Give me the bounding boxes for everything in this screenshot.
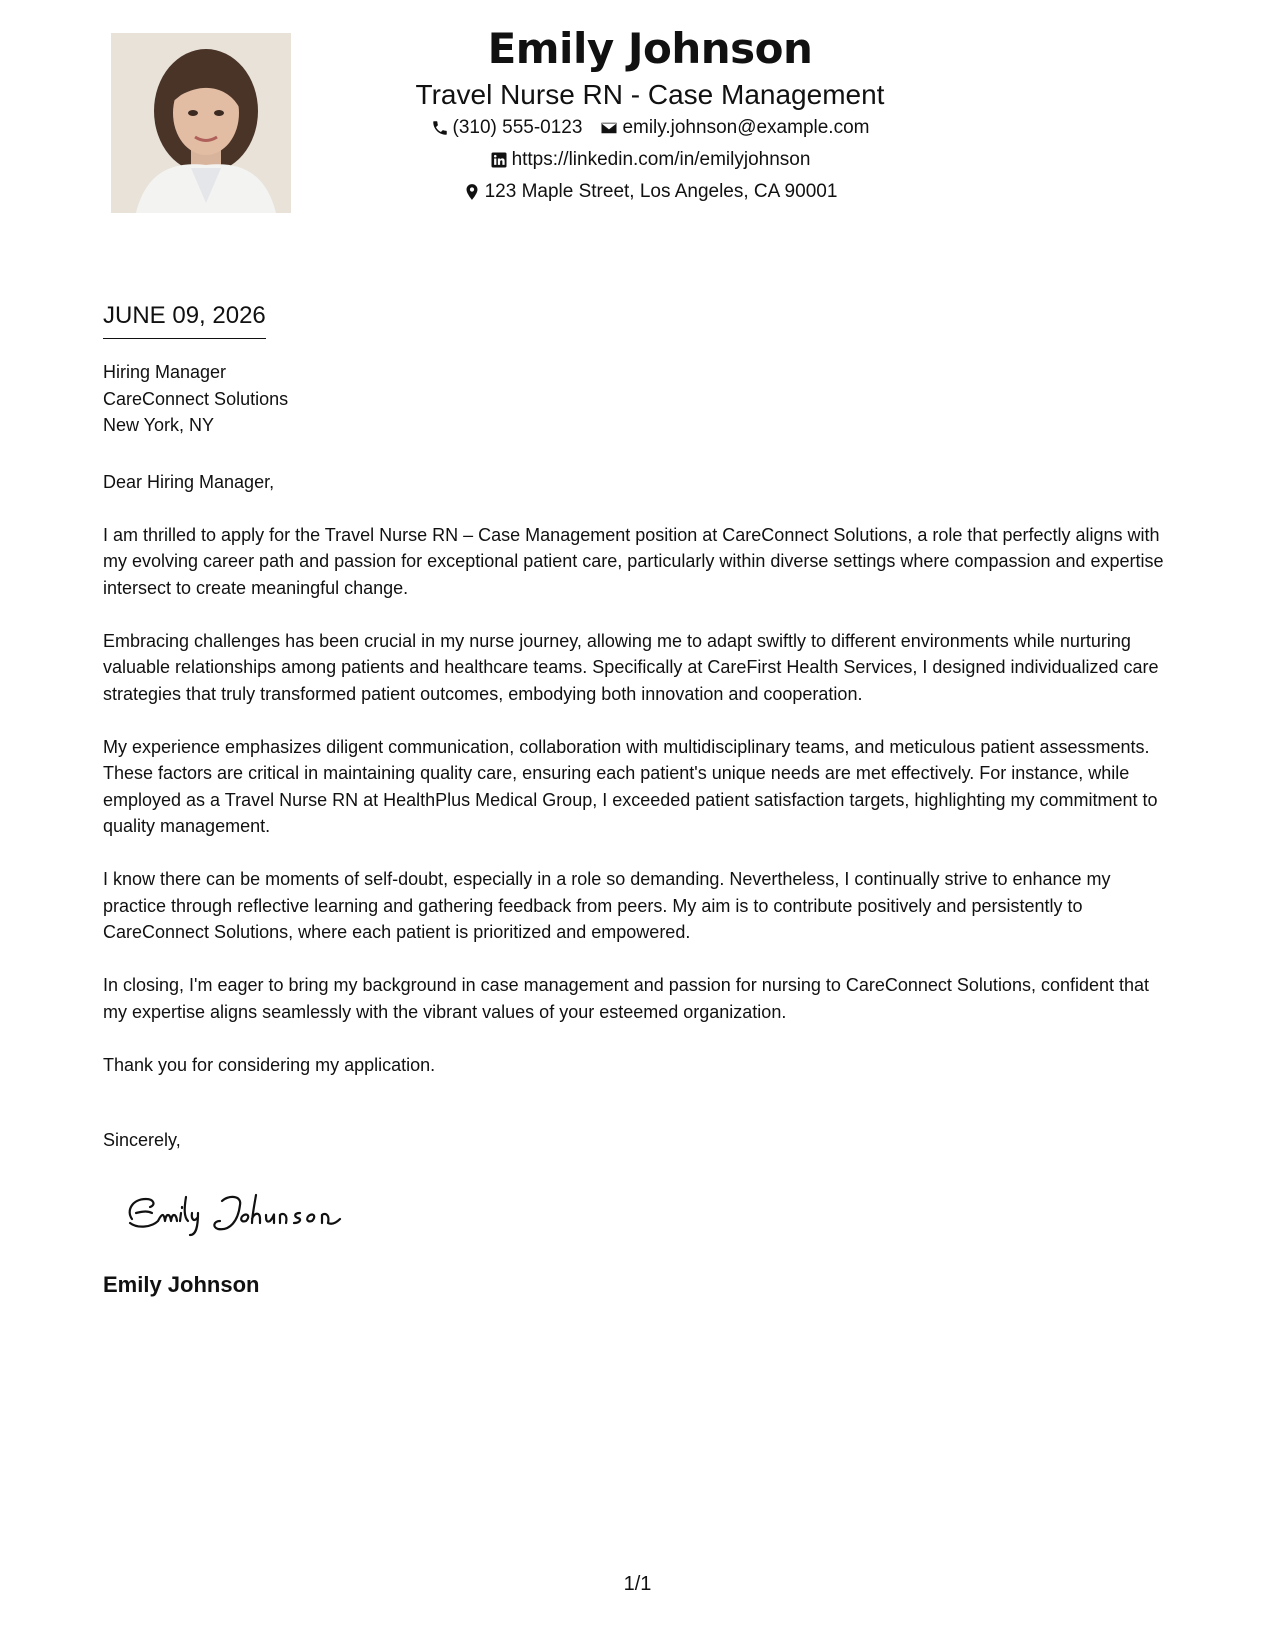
email-address: emily.johnson@example.com (622, 117, 870, 138)
address-contact (463, 176, 838, 208)
letter-body (103, 469, 1178, 1105)
portrait-image (111, 33, 291, 213)
envelope-icon (600, 119, 618, 137)
contact-line-address (300, 176, 1000, 208)
salutation: Dear Hiring Manager, (103, 472, 275, 492)
signer-name: Emily Johnson (103, 1272, 260, 1297)
handwritten-signature (118, 1183, 358, 1243)
closing: Sincerely, (103, 1130, 181, 1150)
phone-contact[interactable] (431, 112, 583, 144)
recipient-block (103, 359, 288, 439)
job-title: Travel Nurse RN - Case Management (415, 79, 885, 110)
applicant-name: Emily Johnson (487, 24, 813, 73)
letter-date-block (103, 300, 266, 339)
contact-line-linkedin (300, 144, 1000, 176)
linkedin-contact[interactable] (490, 144, 811, 176)
body-paragraph: In closing, I'm eager to bring my background in case management and passion for nursing to CareConnect Solutions, confident that my expertise aligns seamlessly with the vibrant values of your esteemed organization. (103, 975, 1150, 1022)
street-address: 123 Maple Street, Los Angeles, CA 90001 (484, 181, 838, 202)
body-paragraph: I am thrilled to apply for the Travel Nurse RN – Case Management position at CareConnect Solutions, a role that perfectly aligns with my evolving career path and passion for exceptional patient care, particularly within diverse settings where compassion and expertise intersect to create meaningful change. (103, 524, 1164, 598)
map-marker-icon (463, 183, 481, 201)
linkedin-url: https://linkedin.com/in/emilyjohnson (511, 149, 811, 170)
linkedin-icon (490, 151, 508, 169)
letter-header (300, 20, 1000, 208)
recipient-location: New York, NY (103, 415, 215, 435)
body-paragraph: I know there can be moments of self-doubt, especially in a role so demanding. Nevertheless, I continually strive to enhance my practice through reflective learning and gathering feedback from peers. My aim is to contribute positively and persistently to CareConnect Solutions, where each patient is prioritized and empowered. (103, 869, 1111, 942)
phone-number: (310) 555-0123 (452, 117, 583, 138)
body-paragraph: Embracing challenges has been crucial in my nurse journey, allowing me to adapt swiftly to different environments while nurturing valuable relationships among patients and healthcare teams. Specifically at CareFirst Health Services, I designed individualized care strategies that truly transformed patient outcomes, embodying both innovation and cooperation. (103, 630, 1159, 704)
recipient-company: CareConnect Solutions (103, 388, 289, 409)
recipient-name: Hiring Manager (103, 362, 227, 382)
letter-date: JUNE 09, 2026 (103, 300, 266, 339)
email-contact[interactable] (600, 112, 869, 144)
phone-icon (431, 119, 449, 137)
body-paragraph: Thank you for considering my application. (103, 1054, 436, 1075)
body-paragraph: My experience emphasizes diligent communication, collaboration with multidisciplinary teams, and meticulous patient assessments. These factors are critical in maintaining quality care, ensuring each patient's unique needs are met effectively. For instance, while employed as a Travel Nurse RN at HealthPlus Medical Group, I exceeded patient satisfaction targets, highlighting my commitment to quality management. (103, 736, 1158, 836)
page-number: 1/1 (623, 1573, 652, 1595)
contact-line-phone-email (300, 112, 1000, 144)
profile-photo (111, 33, 291, 213)
